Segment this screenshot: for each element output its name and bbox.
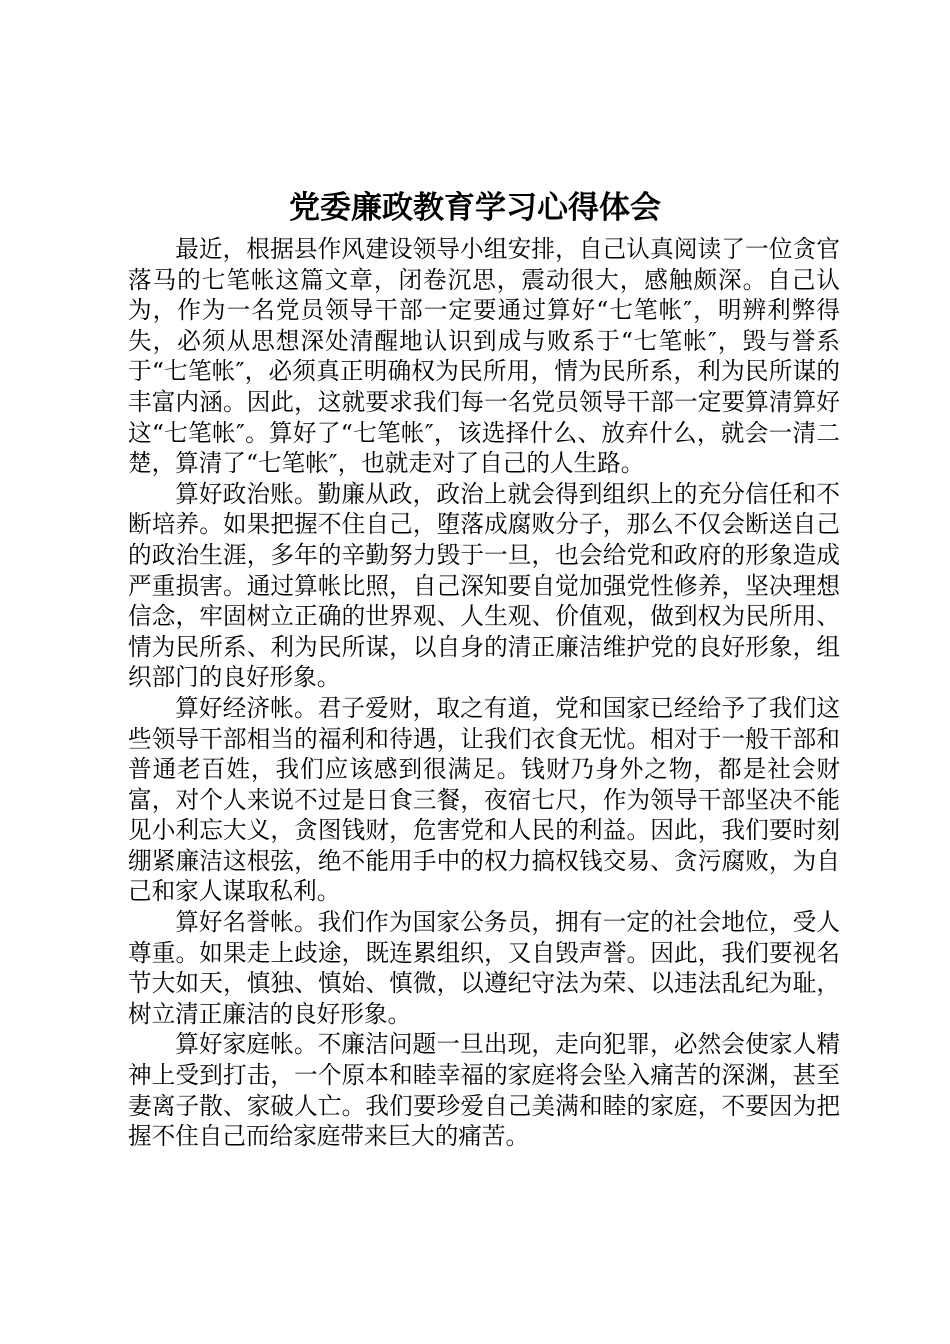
paragraph-reputation-account: 算好名誉帐。我们作为国家公务员，拥有一定的社会地位，受人尊重。如果走上歧途，既连累组织，又自毁声誉。因此，我们要视名节大如天，慎独、慎始、慎微，以遵纪守法为荣、以违法乱纪为耻，树立清正廉洁的良好形象。	[128, 908, 840, 1028]
paragraph-intro: 最近，根据县作风建设领导小组安排，自己认真阅读了一位贪官落马的七笔帐这篇文章，闭卷沉思，震动很大，感触颇深。自己认为，作为一名党员领导干部一定要通过算好“七笔帐″，明辨利弊得失，必须从思想深处清醒地认识到成与败系于“七笔帐″，毁与誉系于“七笔帐″，必须真正明确权为民所用，情为民所系，利为民所谋的丰富内涵。因此，这就要求我们每一名党员领导干部一定要算清算好这“七笔帐″。算好了“七笔帐″，该选择什么、放弃什么，就会一清二楚，算清了“七笔帐″，也就走对了自己的人生路。	[128, 235, 840, 478]
document-title: 党委廉政教育学习心得体会	[289, 190, 661, 226]
paragraph-political-account: 算好政治账。勤廉从政，政治上就会得到组织上的充分信任和不断培养。如果把握不住自己，堕落成腐败分子，那么不仅会断送自己的政治生涯，多年的辛勤努力毁于一旦，也会给党和政府的形象造成严重损害。通过算帐比照，自己深知要自觉加强党性修养，坚决理想信念，牢固树立正确的世界观、人生观、价值观，做到权为民所用、情为民所系、利为民所谋，以自身的清正廉洁维护党的良好形象，组织部门的良好形象。	[128, 479, 840, 692]
document-body	[128, 234, 840, 1152]
paragraph-economic-account: 算好经济帐。君子爱财，取之有道，党和国家已经给予了我们这些领导干部相当的福利和待遇，让我们衣食无忧。相对于一般干部和普通老百姓，我们应该感到很满足。钱财乃身外之物，都是社会财富，对个人来说不过是日食三餐，夜宿七尺，作为领导干部坚决不能见小利忘大义，贪图钱财，危害党和人民的利益。因此，我们要时刻绷紧廉洁这根弦，绝不能用手中的权力搞权钱交易、贪污腐败，为自己和家人谋取私利。	[128, 693, 840, 906]
paragraph-family-account: 算好家庭帐。不廉洁问题一旦出现，走向犯罪，必然会使家人精神上受到打击，一个原本和睦幸福的家庭将会坠入痛苦的深渊，甚至妻离子散、家破人亡。我们要珍爱自己美满和睦的家庭，不要因为把握不住自己而给家庭带来巨大的痛苦。	[128, 1030, 840, 1151]
